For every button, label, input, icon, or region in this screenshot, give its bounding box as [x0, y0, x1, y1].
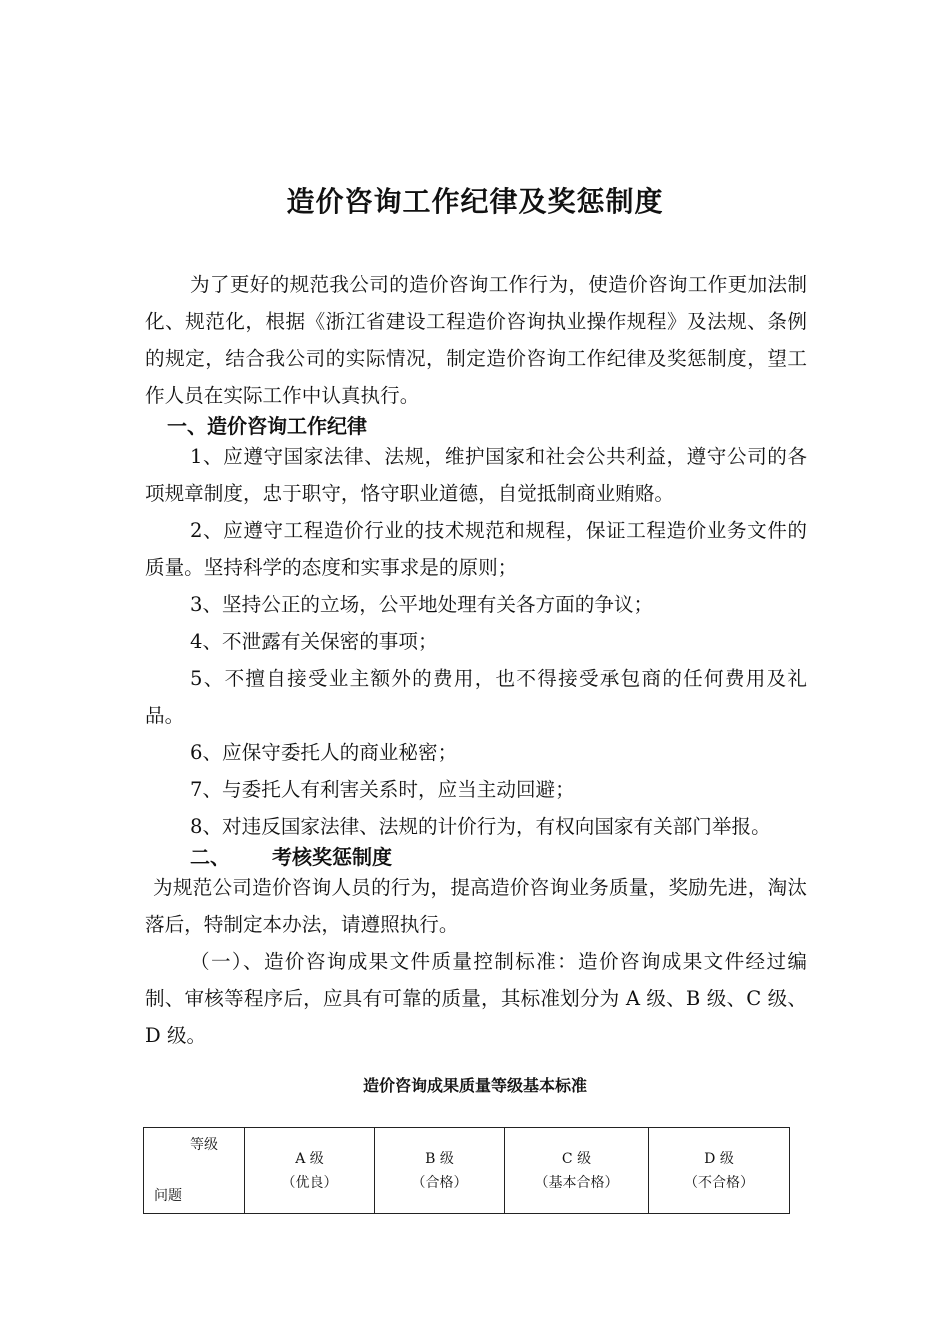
rule-item-3: 3、坚持公正的立场，公平地处理有关各方面的争议；: [190, 593, 654, 616]
rule-item-7: 7、与委托人有利害关系时，应当主动回避；: [190, 778, 575, 801]
grade-c-name: C 级: [561, 1150, 592, 1167]
corner-label-grade: 等级: [190, 1137, 218, 1153]
section-2-number: 二、: [190, 845, 230, 869]
grade-b-desc: （合格）: [411, 1174, 468, 1191]
rule-item-8: 8、对违反国家法律、法规的计价行为，有权向国家有关部门举报。: [190, 815, 771, 838]
quality-grade-table: [143, 1127, 790, 1214]
section-2-intro: 为规范公司造价咨询人员的行为，提高造价咨询业务质量，奖励先进，淘汰落后，特制定本办法，请遵照执行。: [145, 876, 807, 936]
grade-d-header: [649, 1128, 790, 1214]
table-header-row: [144, 1128, 790, 1214]
grade-b-header: [375, 1128, 505, 1214]
grade-c-header: [505, 1128, 649, 1214]
rule-item-4: 4、不泄露有关保密的事项；: [190, 630, 438, 653]
section-1-heading: 一、造价咨询工作纪律: [167, 414, 367, 438]
grade-c-desc: （基本合格）: [534, 1174, 619, 1191]
table-corner-cell: [144, 1128, 245, 1214]
corner-label-issue: 问题: [154, 1188, 182, 1204]
grade-d-name: D 级: [704, 1150, 734, 1167]
rule-item-2: 2、应遵守工程造价行业的技术规范和规程，保证工程造价业务文件的质量。坚持科学的态度和实事求是的原则；: [145, 519, 807, 579]
grade-a-header: [245, 1128, 375, 1214]
section-2-heading: [145, 845, 807, 869]
grade-d-desc: （不合格）: [684, 1174, 754, 1191]
grade-a-name: A 级: [295, 1150, 324, 1167]
document-title: 造价咨询工作纪律及奖惩制度: [286, 185, 664, 218]
section-2-title: 考核奖惩制度: [272, 845, 392, 869]
grade-a-desc: （优良）: [281, 1174, 338, 1191]
rule-item-6: 6、应保守委托人的商业秘密；: [190, 741, 458, 764]
rule-item-5: 5、不擅自接受业主额外的费用，也不得接受承包商的任何费用及礼品。: [145, 667, 807, 727]
table-title: 造价咨询成果质量等级基本标准: [362, 1076, 587, 1095]
subsection-1: （一）、造价咨询成果文件质量控制标准：造价咨询成果文件经过编制、审核等程序后，应具有可靠的质量，其标准划分为 A 级、B 级、C 级、D 级。: [145, 950, 807, 1047]
rule-item-1: 1、应遵守国家法律、法规，维护国家和社会公共利益，遵守公司的各项规章制度，忠于职守，恪守职业道德，自觉抵制商业贿赂。: [145, 445, 807, 505]
grade-b-name: B 级: [425, 1150, 454, 1167]
intro-paragraph: 为了更好的规范我公司的造价咨询工作行为，使造价咨询工作更加法制化、规范化，根据《浙江省建设工程造价咨询执业操作规程》及法规、条例的规定，结合我公司的实际情况，制定造价咨询工作纪律及奖惩制度，望工作人员在实际工作中认真执行。: [145, 273, 807, 407]
document-body: [145, 266, 807, 1054]
